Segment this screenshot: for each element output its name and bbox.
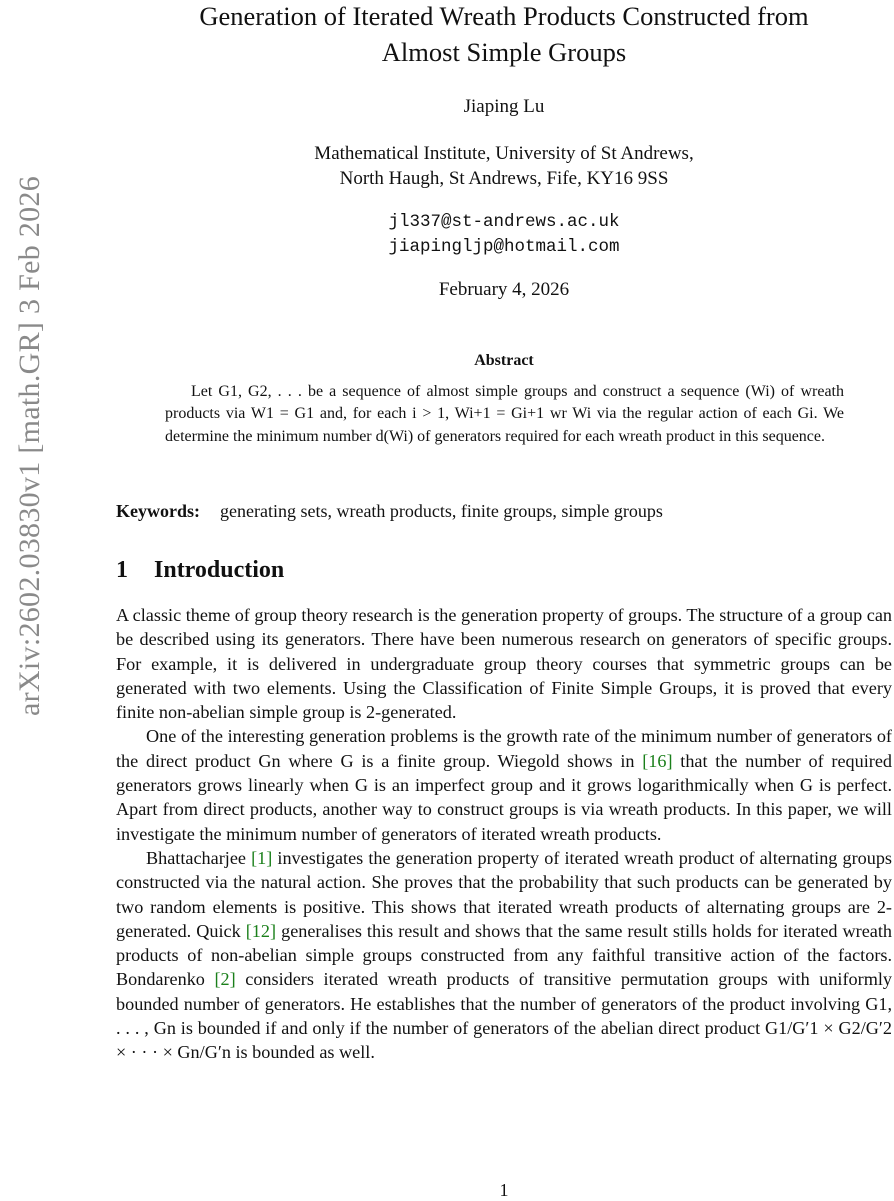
keywords-text: generating sets, wreath products, finite groups, simple groups	[220, 501, 663, 521]
paragraph-2-text-a: One of the interesting generation problems is the growth rate of the minimum number of generators of the direct product Gn where G is a finite group. Wiegold shows in	[116, 726, 892, 771]
paragraph-2	[116, 724, 892, 845]
keywords-line	[116, 501, 892, 522]
paragraph-1: A classic theme of group theory research is the generation property of groups. The structure of a group can be described using its generators. There have been numerous research on generators of specific groups. For example, it is delivered in undergraduate group theory courses that symmetric groups can be generated with two elements. Using the Classification of Finite Simple Groups, it is proved that every finite non-abelian simple group is 2-generated.	[116, 605, 892, 723]
citation-link-2[interactable]: [2]	[214, 969, 236, 990]
title-line-2: Almost Simple Groups	[381, 37, 627, 67]
paragraph-3-text-a: Bhattacharjee	[146, 847, 252, 868]
section-title: Introduction	[154, 557, 285, 583]
arxiv-identifier-text: arXiv:2602.03830v1 [math.GR] 3 Feb 2026	[13, 176, 46, 716]
citation-link-16[interactable]: [16]	[642, 750, 673, 771]
citation-link-12[interactable]: [12]	[245, 920, 277, 941]
page-number: 1	[499, 1180, 509, 1200]
paragraph-3-text-c: generalises this result and shows that the same result stills holds for iterated wreath products of non-abelian simple groups constructed from any faithful transitive action of the factors. Bondarenko	[116, 920, 892, 990]
email-secondary[interactable]: jiapingljp@hotmail.com	[388, 237, 620, 257]
title-line-1: Generation of Iterated Wreath Products Constructed from	[199, 1, 809, 31]
paper-title	[116, 0, 892, 70]
affiliation-line-1: Mathematical Institute, University of St Andrews,	[314, 143, 694, 164]
keywords-label: Keywords:	[116, 501, 200, 521]
arxiv-side-identifier	[0, 0, 60, 1200]
section-number: 1	[116, 557, 128, 583]
paper-date: February 4, 2026	[438, 279, 570, 300]
abstract-text: Let G1, G2, . . . be a sequence of almost simple groups and construct a sequence (Wi) of wreath products via W1 = G1 and, for each i > 1, Wi+1 = Gi+1 wr Wi via the regular action of each Gi. We determine the minimum number d(Wi) of generators required for each wreath product in this sequence.	[165, 383, 844, 445]
paragraph-2-text-b: that the number of required generators grows linearly when G is an imperfect group and it grows logarithmically when G is perfect. Apart from direct products, another way to construct groups is via wreath products. In this paper, we will investigate the minimum number of generators of iterated wreath products.	[116, 750, 892, 844]
abstract-heading: Abstract	[474, 352, 534, 369]
author-name: Jiaping Lu	[463, 96, 545, 117]
paragraph-3	[116, 846, 892, 1065]
affiliation-line-2: North Haugh, St Andrews, Fife, KY16 9SS	[339, 168, 669, 189]
paragraph-3-text-b: investigates the generation property of iterated wreath product of alternating groups constructed via the natural action. She proves that the probability that such products can be generated by two random elements is positive. This shows that iterated wreath products of alternating groups are 2-generated. Quick	[116, 847, 892, 941]
affiliation	[116, 141, 892, 191]
section-heading-introduction	[116, 557, 284, 584]
citation-link-1[interactable]: [1]	[251, 847, 273, 868]
paragraph-3-text-d: considers iterated wreath products of transitive permutation groups with uniformly bounded number of generators. He establishes that the number of generators of the product involving G1, . . . , Gn is bounded if and only if the number of generators of the abelian direct product G1/G′1 × G2/G′2 × · · · × Gn/G′n is bounded as well.	[116, 969, 892, 1063]
introduction-body	[116, 603, 892, 1065]
author-emails	[116, 210, 892, 260]
email-primary[interactable]: jl337@st-andrews.ac.uk	[388, 212, 620, 232]
